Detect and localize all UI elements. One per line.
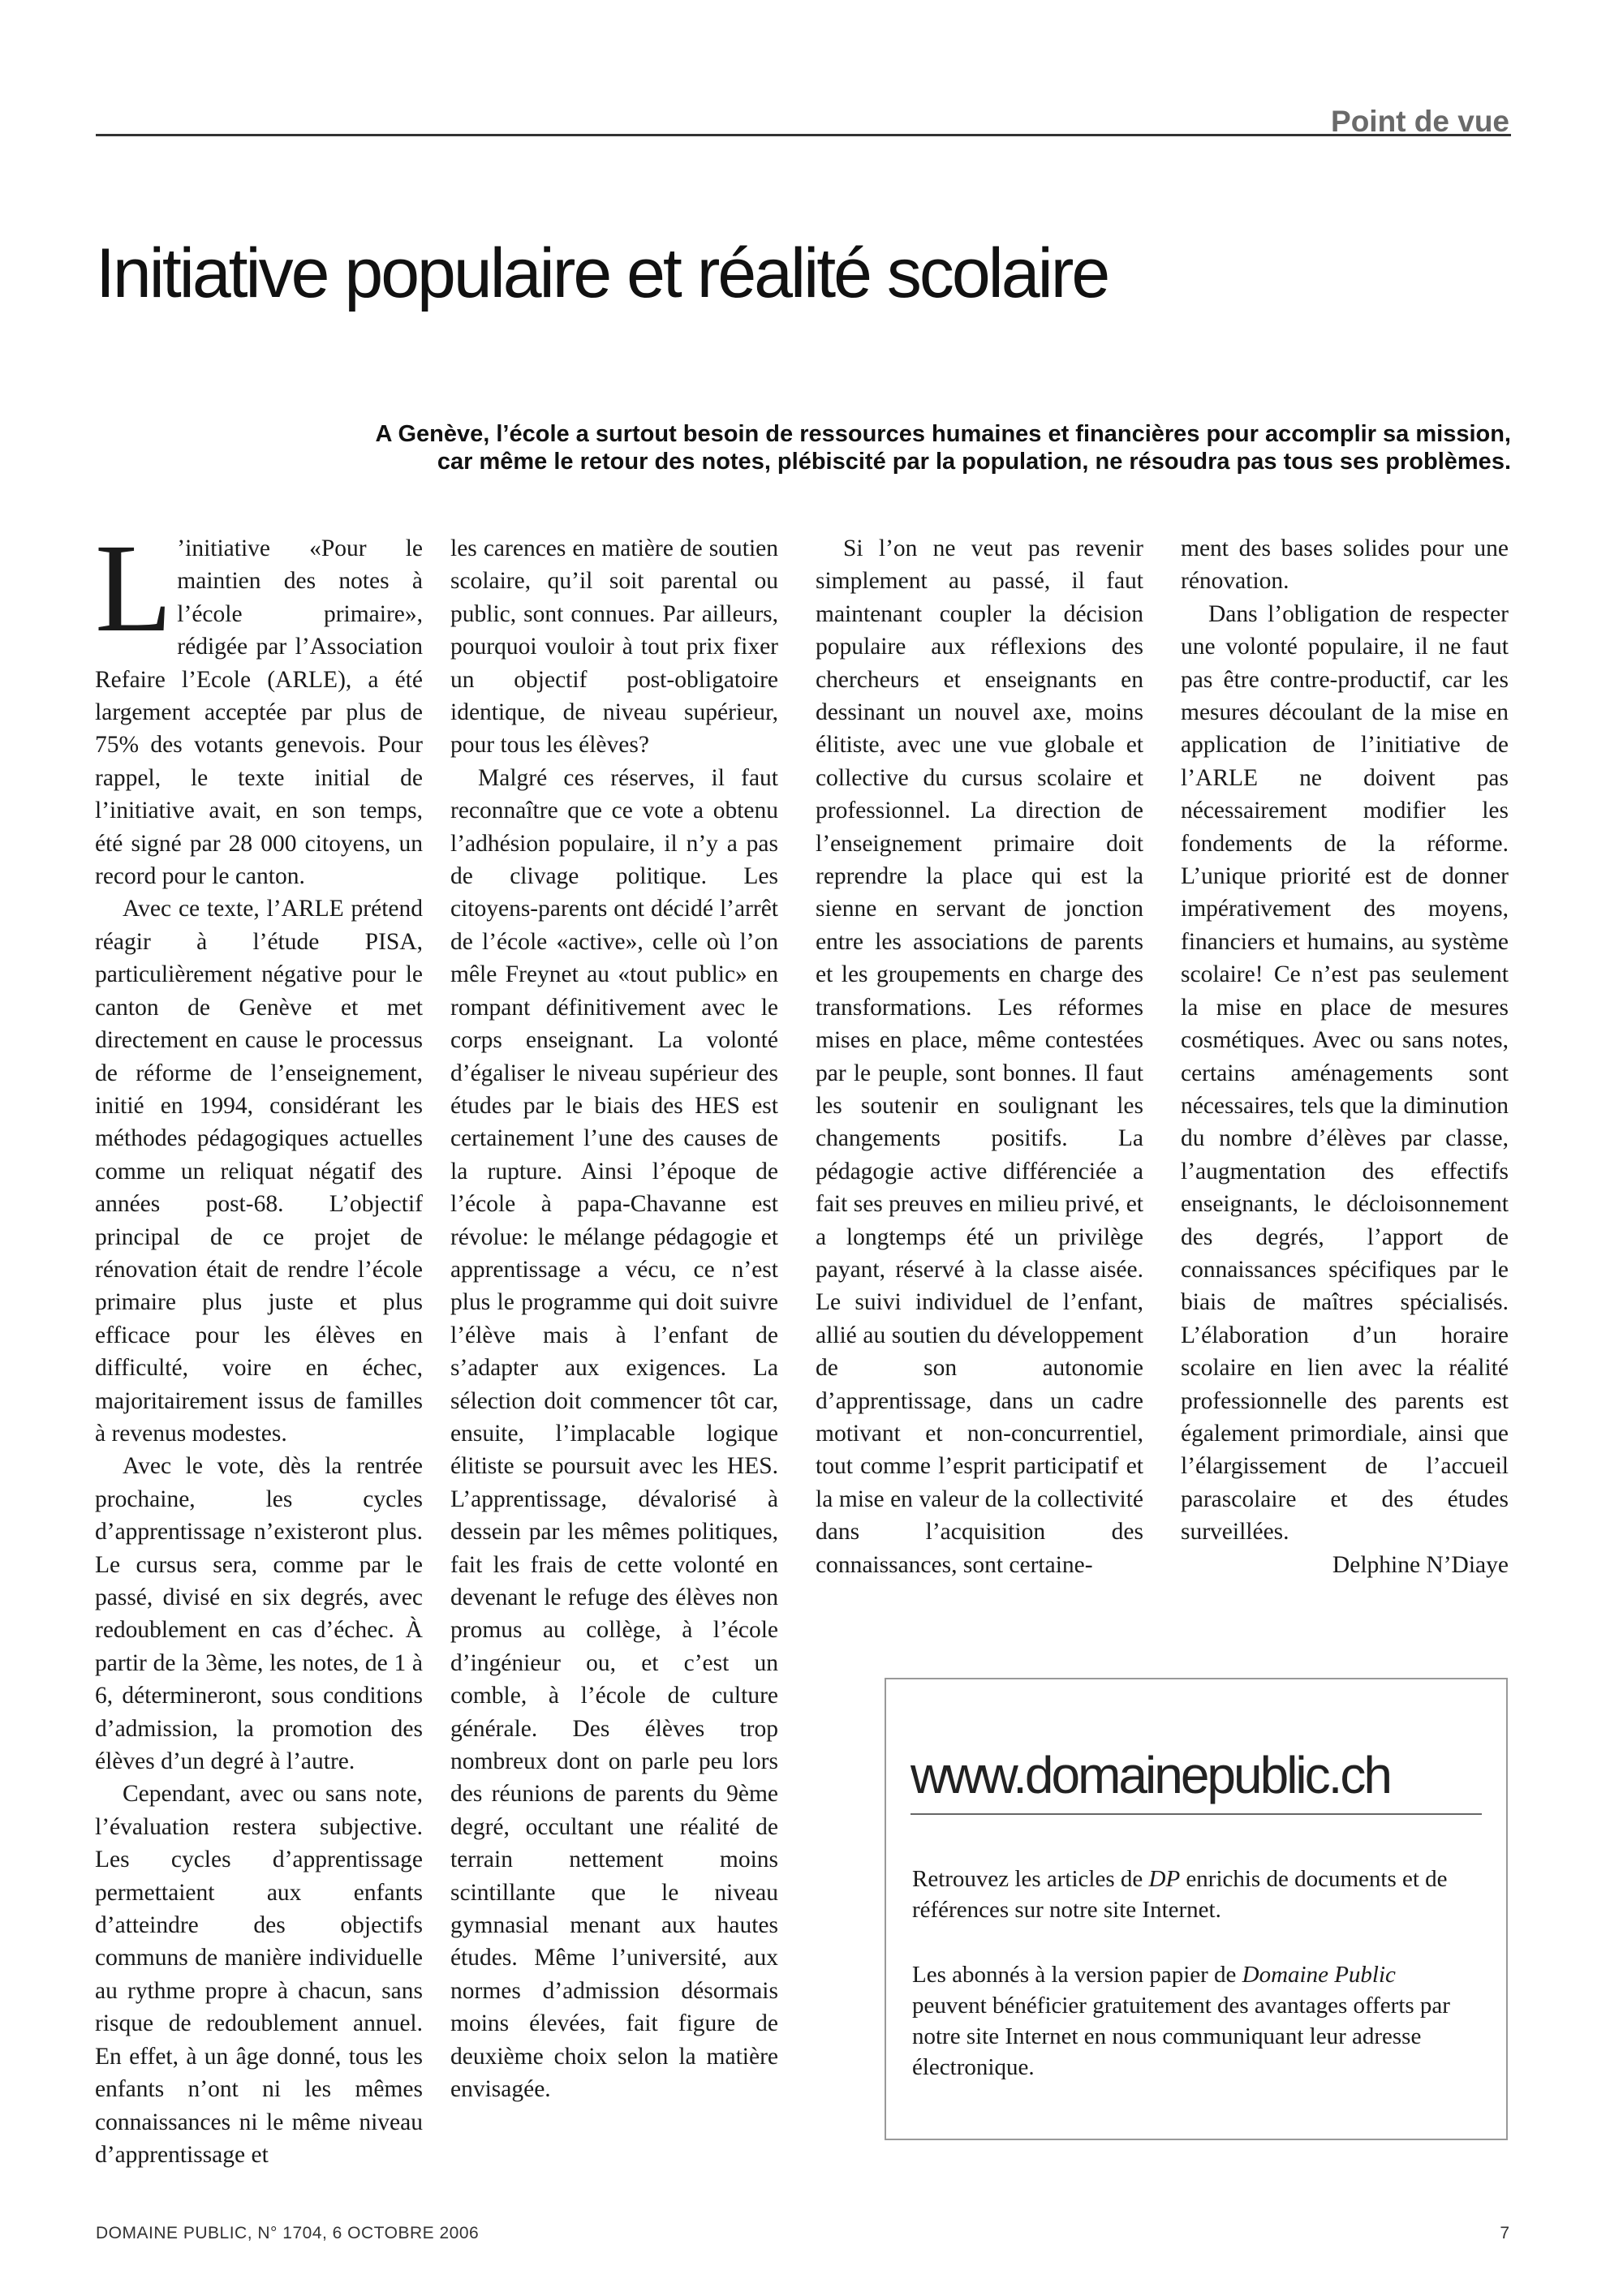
issue-footer: DOMAINE PUBLIC, N° 1704, 6 OCTOBRE 2006 — [96, 2224, 480, 2242]
page-number: 7 — [1500, 2224, 1509, 2242]
article-paragraph: les carences en matière de soutien scolaire, qu’il soit parental ou public, sont connues. Par ailleurs, pourquoi vouloir à tout prix fixer un objectif post-obligatoire identique, de niveau supérieur, pour tous les élèves? — [450, 535, 778, 759]
article-paragraph: Si l’on ne veut pas revenir simplement au passé, il faut maintenant coupler la décision populaire aux réflexions des chercheurs et enseignants en dessinant un nouvel axe, moins élitiste, avec une vue globale et collective du cursus scolaire et professionnel. La direction de l’enseignement primaire doit reprendre la place qui est la sienne en servant de jonction entre les associations de parents et les groupements en charge des transformations. Les réformes mises en place, même contestées par le peuple, sont bonnes. Il faut les soutenir en soulignant les changements positifs. La pédagogie active différenciée a fait ses preuves en milieu privé, et a longtemps été un privilège payant, réservé à la classe aisée. Le suivi individuel de l’enfant, allié au soutien du développement de son autonomie d’apprentissage, dans un cadre motivant et non-concurrentiel, tout comme l’esprit participatif et la mise en valeur de la collectivité dans l’acquisition des connaissances, sont certaine- — [816, 535, 1143, 1578]
article-paragraph: L ’initiative «Pour le maintien des notes à l’école primaire», rédigée par l’Association Refaire l’Ecole (ARLE), a été largement acceptée par plus de 75% des votants genevois. Pour rappel, le texte initial de l’initiative avait, en son temps, été signé par 28 000 citoyens, un record pour le canton. — [95, 518, 423, 890]
article-column-3 — [816, 532, 1143, 1581]
section-rubric: Point de vue — [1331, 105, 1509, 138]
article-paragraph: Dans l’obligation de respecter une volonté populaire, il ne faut pas être contre-productif, car les mesures découlant de la mise en application de l’initiative de l’ARLE ne doivent pas nécessairement modifier les fondements de la réforme. L’unique priorité est de donner impérativement des moyens, financiers et humains, au système scolaire! Ce n’est pas seulement la mise en place de mesures cosmétiques. Avec ou sans notes, certains aménagements sont nécessaires, tels que la diminution du nombre d’élèves par classe, l’augmentation des effectifs enseignants, le décloisonnement des degrés, l’apport de connaissances spécifiques par le biais de maîtres spécialisés. L’élaboration d’un horaire scolaire en lien avec la réalité professionnelle des parents est également primordiale, ainsi que l’élargissement de l’accueil parascolaire et des études surveillées. — [1181, 600, 1509, 1546]
drop-cap: L — [95, 518, 173, 658]
article-lead — [130, 420, 1511, 475]
lead-line-2: car même le retour des notes, plébiscité par la population, ne résoudra pas tous ses problèmes. — [437, 449, 1511, 475]
website-promo-box — [885, 1678, 1508, 2140]
article-paragraph: Avec le vote, dès la rentrée prochaine, les cycles d’apprentissage n’existeront plus. Le cursus sera, comme par le passé, divisé en six degrés, avec redoublement en cas d’échec. À partir de la 3ème, les notes, de 1 à 6, détermineront, sous conditions d’admission, la promotion des élèves d’un degré à l’autre. — [95, 1453, 423, 1775]
author-signature: Delphine N’Diaye — [1332, 1551, 1509, 1578]
article-column-4 — [1181, 532, 1509, 1581]
article-column-1 — [95, 518, 423, 2171]
promo-text-2: Les abonnés à la version papier de Domaine Public peuvent bénéficier gratuitement des avantages offerts par notre site Internet en nous communiquant leur adresse électronique. — [912, 1962, 1450, 2080]
promo-rule — [911, 1813, 1482, 1815]
article-paragraph: ment des bases solides pour une rénovation. — [1181, 535, 1509, 595]
header-rule — [96, 134, 1511, 136]
article-paragraph: Cependant, avec ou sans note, l’évaluation restera subjective. Les cycles d’apprentissage permettaient aux enfants d’atteindre des objectifs communs de manière individuelle au rythme propre à chacun, sans risque de redoublement annuel. En effet, à un âge donné, tous les enfants n’ont ni les mêmes connaissances ni le même niveau d’apprentissage et — [95, 1781, 423, 2168]
article-paragraph: Malgré ces réserves, il faut reconnaître que ce vote a obtenu l’adhésion populaire, il n’y a pas de clivage politique. Les citoyens-parents ont décidé l’arrêt de l’école «active», celle où l’on mêle Freynet au «tout public» en rompant définitivement avec le corps enseignant. La volonté d’égaliser le niveau supérieur des études par le biais des HES est certainement l’une des causes de la rupture. Ainsi l’époque de l’école à papa-Chavanne est révolue: le mélange pédagogie et apprentissage a vécu, ce n’est plus le programme qui doit suivre l’élève mais à l’enfant de s’adapter aux exigences. La sélection doit commencer tôt car, ensuite, l’implacable logique élitiste se poursuit avec les HES. L’apprentissage, dévalorisé à dessein par les mêmes politiques, fait les frais de cette volonté en devenant le refuge des élèves non promus au collège, à l’école d’ingénieur ou, et c’est un comble, à l’école de culture générale. Des élèves trop nombreux dont on parle peu lors des réunions de parents du 9ème degré, occultant une réalité de terrain nettement moins scintillante que le niveau gymnasial menant aux hautes études. Même l’université, aux normes d’admission désormais moins élevées, fait figure de deuxième choix selon la matière envisagée. — [450, 764, 778, 2103]
article-column-2 — [450, 532, 778, 2106]
article-paragraph: Avec ce texte, l’ARLE prétend réagir à l’étude PISA, particulièrement négative pour le canton de Genève et met directement en cause le processus de réforme de l’enseignement, initié en 1994, considérant les méthodes pédagogiques actuelles comme un reliquat négatif des années post-68. L’objectif principal de ce projet de rénovation était de rendre l’école primaire plus juste et plus efficace pour les élèves en difficulté, voire en échec, majoritairement issus de familles à revenus modestes. — [95, 896, 423, 1447]
website-url[interactable]: www.domainepublic.ch — [911, 1746, 1390, 1804]
promo-text-1: Retrouvez les articles de DP enrichis de documents et de références sur notre site Internet. — [912, 1866, 1448, 1923]
article-title: Initiative populaire et réalité scolaire — [96, 234, 1109, 312]
lead-line-1: A Genève, l’école a surtout besoin de ressources humaines et financières pour accomplir sa mission, — [375, 421, 1511, 447]
